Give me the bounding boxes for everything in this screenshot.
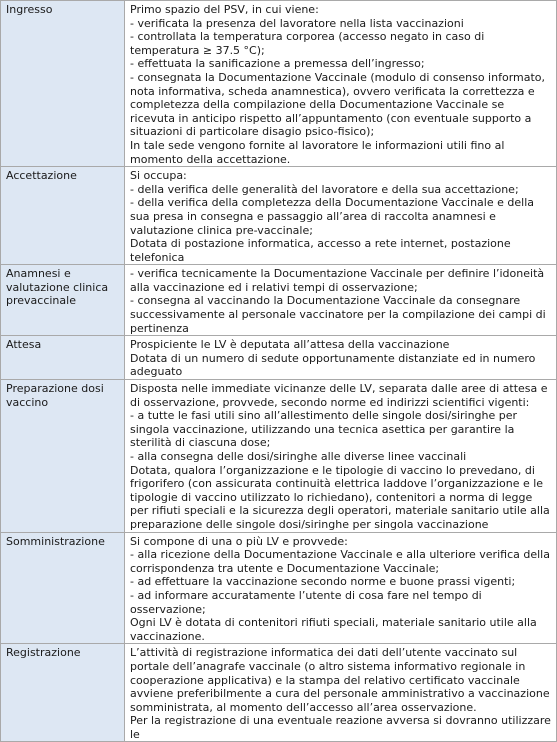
row-text-line: - della verifica delle generalità del lavoratore e della sua accettazione; [130, 182, 519, 196]
row-label: Attesa [1, 336, 125, 380]
row-label: Accettazione [1, 167, 125, 265]
row-text-line: - alla ricezione della Documentazione Vaccinale e alla ulteriore verifica della corrispondenza tra utente e Documentazione Vaccinale; [130, 548, 550, 575]
table-row [1, 336, 557, 380]
row-text-line: - ad informare accuratamente l’utente di cosa fare nel tempo di osservazione; [130, 588, 482, 616]
row-text-line: - consegna al vaccinando la Documentazione Vaccinale da consegnare successivamente al personale vaccinatore per la compilazione dei campi di pertinenza [130, 294, 546, 335]
table-row [1, 532, 557, 644]
row-text-line: L’attività di registrazione informatica dei dati dell’utente vaccinato sul portale dell’anagrafe vaccinale (o altro sistema informativo regionale in cooperazione applicativa) e la stampa del relativo certificato vaccinale avviene preferibilmente a cura del personale amministrativo a vaccinazione somministrata, al momento dell’accesso all’area osservazione. [130, 646, 550, 714]
table-row [1, 167, 557, 265]
row-content [125, 265, 557, 336]
row-content [125, 380, 557, 533]
row-text-line: - controllata la temperatura corporea (accesso negato in caso di temperatura ≥ 37.5 °C); [130, 30, 485, 57]
row-text-line: - verifica tecnicamente la Documentazione Vaccinale per definire l’idoneità alla vaccinazione ed i relativi tempi di osservazione; [130, 267, 545, 294]
row-content [125, 1, 557, 167]
row-text-line: Si occupa: [130, 169, 187, 183]
row-text-line: - a tutte le fasi utili sino all’allestimento delle singole dosi/siringhe per singola vaccinazione, utilizzando una tecnica asettica per garantire la sterilità di ciascuna dose; [130, 409, 518, 450]
row-label: Preparazione dosi vaccino [1, 380, 125, 533]
row-label: Somministrazione [1, 532, 125, 644]
table-row [1, 265, 557, 336]
row-text-line: Si compone di una o più LV e provvede: [130, 534, 348, 548]
row-text-line: Disposta nelle immediate vicinanze delle LV, separata dalle aree di attesa e di osservazione, provvede, secondo norme ed indirizzi scientifici vigenti: [130, 382, 548, 409]
row-text-line: Primo spazio del PSV, in cui viene: [130, 3, 319, 16]
row-content [125, 336, 557, 380]
row-text-line: Prospiciente le LV è deputata all’attesa della vaccinazione [130, 338, 450, 352]
table-row [1, 644, 557, 742]
row-text-line: - alla consegna delle dosi/siringhe alle diverse linee vaccinali [130, 450, 467, 463]
row-content [125, 644, 557, 742]
row-label: Ingresso [1, 1, 125, 167]
row-text-line: - verificata la presenza del lavoratore nella lista vaccinazioni [130, 16, 464, 30]
row-content [125, 532, 557, 644]
table-row [1, 380, 557, 533]
table-row [1, 1, 557, 167]
row-text-line: Per la registrazione di una eventuale reazione avversa si dovranno utilizzare le [130, 714, 551, 741]
row-content [125, 167, 557, 265]
row-text-line: Dotata di un numero di sedute opportunamente distanziate ed in numero adeguato [130, 351, 536, 379]
row-text-line: In tale sede vengono fornite al lavoratore le informazioni utili fino al momento della accettazione. [130, 138, 505, 166]
row-label: Anamnesi e valutazione clinica prevaccinale [1, 265, 125, 336]
row-text-line: Dotata, qualora l’organizzazione e le tipologie di vaccino lo prevedano, di frigorifero (con assicurata continuità elettrica laddove l’organizzazione e le tipologie di vaccino utilizzato lo richiedano), contenitori a norma di legge per rifiuti speciali e la sicurezza degli operatori, materiale sanitario utile alla preparazione delle singole dosi/siringhe per singola vaccinazione [130, 463, 550, 531]
row-text-line: - ad effettuare la vaccinazione secondo norme e buone prassi vigenti; [130, 575, 516, 589]
row-text-line: Ogni LV è dotata di contenitori rifiuti speciali, materiale sanitario utile alla vaccinazione. [130, 616, 537, 643]
row-label: Registrazione [1, 644, 125, 742]
row-text-line: - della verifica della completezza della Documentazione Vaccinale e della sua presa in consegna e passaggio all’area di raccolta anamnesi e valutazione clinica pre-vaccinale; [130, 196, 534, 237]
row-text-line: Dotata di postazione informatica, accesso a rete internet, postazione telefonica [130, 237, 511, 264]
row-text-line: - effettuata la sanificazione a premessa dell’ingresso; [130, 57, 425, 71]
row-text-line: - consegnata la Documentazione Vaccinale (modulo di consenso informato, nota informativa, scheda anamnestica), ovvero verificata la correttezza e completezza della compilazione della Documentazione Vaccinale se ricevuta in anticipo rispetto all’appuntamento (con eventuale supporto a situazioni di particolare disagio psico-fisico); [130, 70, 546, 139]
